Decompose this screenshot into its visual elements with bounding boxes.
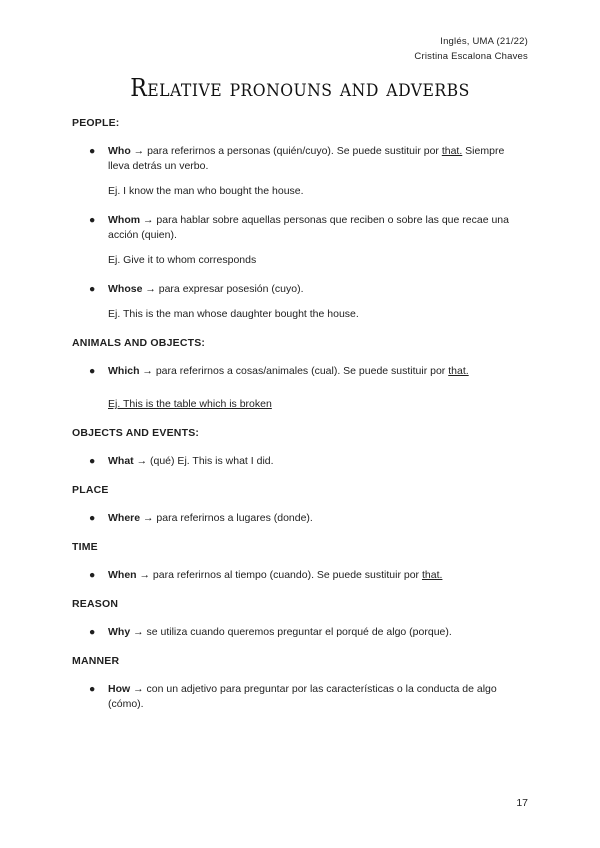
bullet-icon: ● bbox=[89, 683, 96, 695]
manner-list bbox=[72, 682, 528, 712]
section-heading-place: PLACE bbox=[72, 484, 109, 496]
list-item-what bbox=[72, 454, 528, 469]
section-heading-time: TIME bbox=[72, 541, 98, 553]
list-item-whose bbox=[72, 282, 528, 297]
bullet-icon: ● bbox=[89, 214, 96, 226]
term-what: What bbox=[108, 455, 134, 467]
page-title: Relative pronouns and adverbs bbox=[130, 74, 470, 102]
list-item-who bbox=[72, 144, 528, 174]
list-item-whom bbox=[72, 213, 528, 243]
page-header bbox=[414, 34, 528, 64]
term-which: Which bbox=[108, 365, 140, 377]
list-item-which bbox=[72, 364, 528, 379]
definition-whose: → para expresar posesión (cuyo). bbox=[142, 283, 304, 295]
list-item-where bbox=[72, 511, 528, 526]
bullet-icon: ● bbox=[89, 365, 96, 377]
time-list bbox=[72, 568, 528, 583]
section-heading-objects-events: OBJECTS AND EVENTS: bbox=[72, 427, 200, 439]
people-list bbox=[72, 144, 528, 174]
definition-how: → con un adjetivo para preguntar por las características o la conducta de algo (cómo). bbox=[108, 683, 497, 710]
section-heading-reason: REASON bbox=[72, 598, 119, 610]
bullet-icon: ● bbox=[89, 512, 96, 524]
definition-which: → para referirnos a cosas/animales (cual). Se puede sustituir por bbox=[139, 365, 449, 377]
definition-whom: → para hablar sobre aquellas personas que reciben o sobre las que recae una acción (quien). bbox=[108, 214, 509, 241]
definition-where: → para referirnos a lugares (donde). bbox=[140, 512, 313, 524]
bullet-icon: ● bbox=[89, 626, 96, 638]
place-list bbox=[72, 511, 528, 526]
definition-who-cont: Siempre lleva detrás un verbo. bbox=[108, 145, 505, 172]
document-body bbox=[72, 116, 528, 722]
header-author: Cristina Escalona Chaves bbox=[414, 51, 528, 62]
list-item-how bbox=[72, 682, 528, 712]
objects-events-list bbox=[72, 454, 528, 469]
definition-why: → se utiliza cuando queremos preguntar el porqué de algo (porque). bbox=[130, 626, 452, 638]
header-course: Inglés, UMA (21/22) bbox=[440, 36, 528, 47]
definition-what: → (qué) Ej. This is what I did. bbox=[133, 455, 274, 467]
list-item-when bbox=[72, 568, 528, 583]
bullet-icon: ● bbox=[89, 455, 96, 467]
bullet-icon: ● bbox=[89, 283, 96, 295]
bullet-icon: ● bbox=[89, 145, 96, 157]
that-underlined: that. bbox=[421, 569, 443, 581]
example-which: Ej. This is the table which is broken bbox=[108, 398, 272, 410]
animals-list bbox=[72, 364, 528, 379]
example-whom: Ej. Give it to whom corresponds bbox=[108, 254, 257, 266]
example-who: Ej. I know the man who bought the house. bbox=[108, 185, 304, 197]
definition-who: → para referirnos a personas (quién/cuyo). Se puede sustituir por bbox=[130, 145, 442, 157]
that-underlined: that. bbox=[448, 365, 469, 377]
page-number: 17 bbox=[516, 797, 528, 809]
example-whose: Ej. This is the man whose daughter bought the house. bbox=[108, 308, 359, 320]
reason-list bbox=[72, 625, 528, 640]
people-list-2 bbox=[72, 213, 528, 243]
term-whom: Whom bbox=[108, 214, 141, 226]
term-why: Why bbox=[108, 626, 131, 638]
term-when: When bbox=[108, 569, 137, 581]
section-heading-manner: MANNER bbox=[72, 655, 120, 667]
list-item-why bbox=[72, 625, 528, 640]
term-how: How bbox=[108, 683, 131, 695]
section-heading-people: PEOPLE: bbox=[72, 117, 120, 129]
bullet-icon: ● bbox=[89, 569, 96, 581]
section-heading-animals-objects: ANIMALS AND OBJECTS: bbox=[72, 337, 206, 349]
that-underlined: that. bbox=[441, 145, 463, 157]
term-where: Where bbox=[108, 512, 141, 524]
term-who: Who bbox=[108, 145, 131, 157]
definition-when: → para referirnos al tiempo (cuando). Se puede sustituir por bbox=[136, 569, 422, 581]
term-whose: Whose bbox=[108, 283, 143, 295]
people-list-3 bbox=[72, 282, 528, 297]
